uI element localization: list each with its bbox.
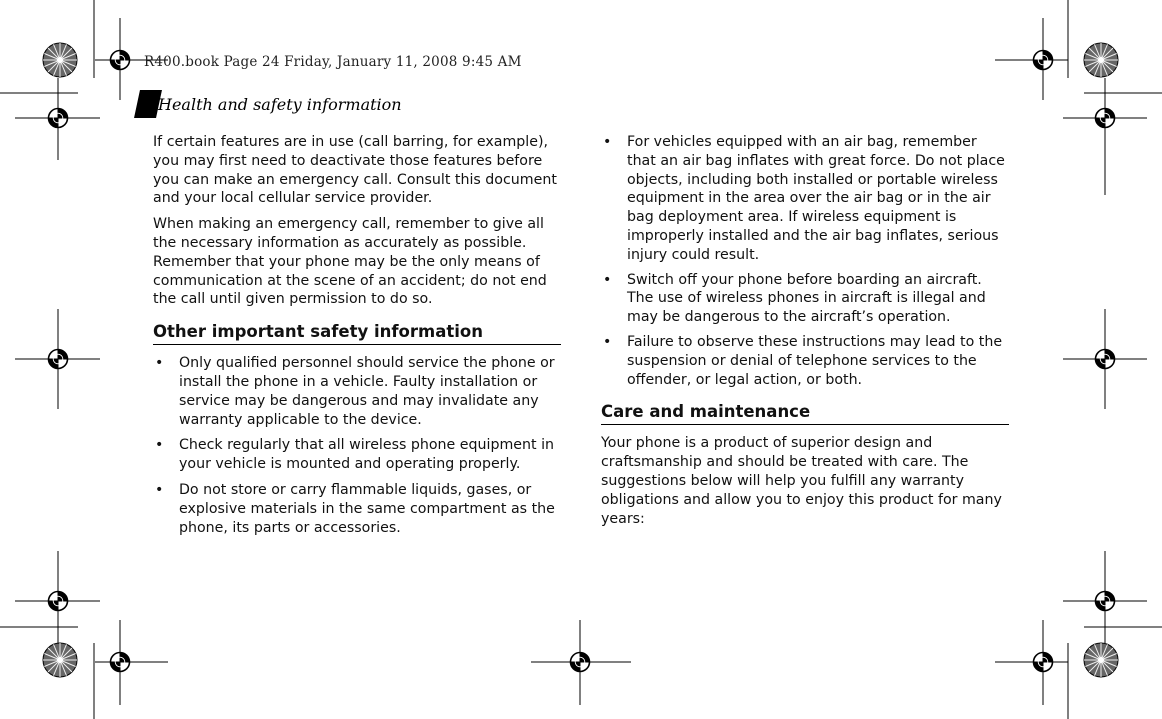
bullet-list — [153, 354, 561, 537]
bullet-glyph: • — [155, 437, 164, 454]
list-item-text: Do not store or carry flammable liquids, gases, or explosive materials in the same compartment as the phone, its parts or accessories. — [179, 481, 555, 536]
starburst-mark-bottom-right — [1084, 643, 1118, 677]
list-item-text: Check regularly that all wireless phone equipment in your vehicle is mounted and operating properly. — [179, 437, 555, 473]
bullet-glyph: • — [603, 134, 612, 150]
registration-mark — [1096, 592, 1115, 611]
registration-mark — [49, 109, 68, 128]
list-item — [153, 354, 561, 429]
paragraph: When making an emergency call, remember to give all the necessary information as accurately as possible. Remember that your phone may be the only means of communication at the scene of an accident; do not end the call until given permission to do so. — [153, 216, 547, 308]
print-slug: R400.book Page 24 Friday, January 11, 2008 9:45 AM — [144, 54, 522, 70]
registration-mark — [49, 350, 68, 369]
bullet-glyph: • — [155, 481, 164, 498]
starburst-mark-bottom-left — [43, 643, 77, 677]
list-item — [601, 333, 1009, 389]
list-item-text: Only qualified personnel should service the phone or install the phone in a vehicle. Faulty installation or service may be dangerous and may invalidate any warranty applicable to the device. — [179, 355, 555, 428]
bullet-glyph: • — [155, 355, 164, 372]
section-heading: Care and maintenance — [601, 402, 1009, 425]
left-column — [153, 133, 561, 544]
registration-mark — [1096, 109, 1115, 128]
list-item — [601, 133, 1009, 265]
list-item — [601, 271, 1009, 327]
registration-mark — [1034, 51, 1053, 70]
registration-mark — [1096, 350, 1115, 369]
registration-mark — [111, 653, 130, 672]
paragraph: If certain features are in use (call barring, for example), you may first need to deactivate those features before you can make an emergency call. Consult this document and your local cellular service provider. — [153, 134, 557, 207]
registration-mark — [111, 51, 130, 70]
registration-mark — [49, 592, 68, 611]
starburst-mark-top-right — [1084, 43, 1118, 77]
bullet-list — [601, 133, 1009, 389]
right-column — [601, 133, 1009, 535]
list-item-text: Failure to observe these instructions may lead to the suspension or denial of telephone services to the offender, or legal action, or both. — [627, 333, 1003, 388]
paragraph: Your phone is a product of superior design and craftsmanship and should be treated with care. The suggestions below will help you fulfill any warranty obligations and allow you to enjoy this product for many years: — [601, 435, 1002, 527]
list-item-text: Switch off your phone before boarding an aircraft. The use of wireless phones in aircraft is illegal and may be dangerous to the aircraft’s operation. — [627, 271, 986, 326]
list-item-text: For vehicles equipped with an air bag, remember that an air bag inflates with great force. Do not place objects, including both installed or portable wireless equipment in the area over the air bag or in the air bag deployment area. If wireless equipment is improperly installed and the air bag inflates, serious injury could result. — [627, 134, 1005, 263]
list-item — [153, 436, 561, 474]
starburst-mark-top-left — [43, 43, 77, 77]
page-header-title: Health and safety information — [158, 95, 402, 114]
bullet-glyph: • — [603, 333, 612, 350]
section-heading: Other important safety information — [153, 322, 561, 345]
registration-mark — [571, 653, 590, 672]
bullet-glyph: • — [603, 271, 612, 288]
list-item — [153, 481, 561, 537]
registration-mark — [1034, 653, 1053, 672]
